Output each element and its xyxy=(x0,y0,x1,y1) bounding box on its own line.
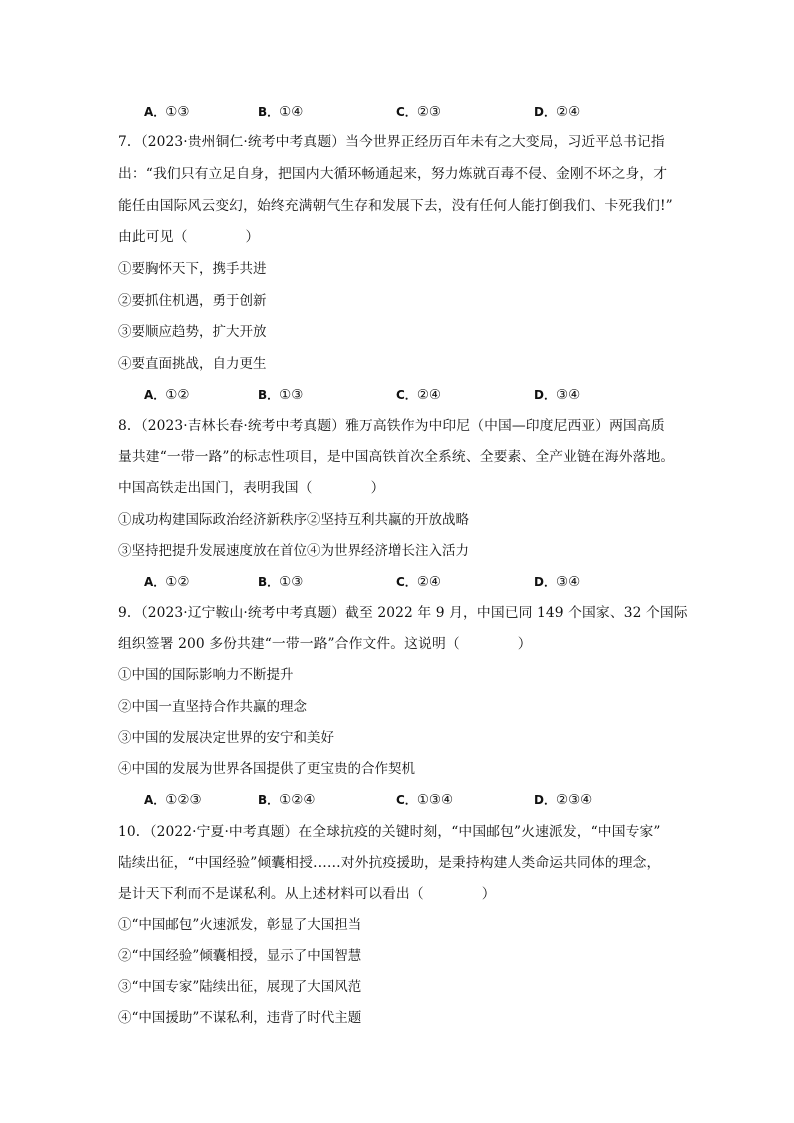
q10-item-1: ①“中国邮包”火速派发，彰显了大国担当 xyxy=(118,917,362,933)
q9-item-4: ④中国的发展为世界各国提供了更宝贵的合作契机 xyxy=(118,761,415,777)
q7-option-c[interactable]: C．②④ xyxy=(396,387,442,403)
q9-stem-line-2: 组织签署 200 多份共建“一带一路”合作文件。这说明（ ） xyxy=(118,636,532,652)
q7-stem-line-2: 出：“我们只有立足自身，把国内大循环畅通起来，努力炼就百毒不侵、金刚不坏之身，才 xyxy=(118,166,668,182)
q9-option-d[interactable]: D．②③④ xyxy=(534,792,593,808)
q7-options xyxy=(118,385,678,405)
q9-item-1: ①中国的国际影响力不断提升 xyxy=(118,667,294,683)
q10-stem-line-1: 10．（2022·宁夏·中考真题）在全球抗疫的关键时刻，“中国邮包”火速派发，“中国专家” xyxy=(118,824,661,840)
q6-option-c[interactable]: C．②③ xyxy=(396,104,442,120)
q9-item-2: ②中国一直坚持合作共赢的理念 xyxy=(118,699,307,715)
q7-item-2: ②要抓住机遇，勇于创新 xyxy=(118,293,267,309)
q7-option-a[interactable]: A．①② xyxy=(144,387,190,403)
q8-option-c[interactable]: C．②④ xyxy=(396,574,442,590)
q7-item-1: ①要胸怀天下，携手共进 xyxy=(118,261,267,277)
q8-item-2: ③坚持把提升发展速度放在首位④为世界经济增长注入活力 xyxy=(118,543,469,559)
q6-option-d[interactable]: D．②④ xyxy=(534,104,581,120)
q10-item-3: ③“中国专家”陆续出征，展现了大国风范 xyxy=(118,979,362,995)
q7-option-b[interactable]: B．①③ xyxy=(258,387,304,403)
q8-item-1: ①成功构建国际政治经济新秩序②坚持互利共赢的开放战略 xyxy=(118,512,469,528)
q8-stem-line-2: 量共建“一带一路”的标志性项目，是中国高铁首次全系统、全要素、全产业链在海外落地。 xyxy=(118,449,675,465)
q6-options xyxy=(118,102,678,122)
q8-option-a[interactable]: A．①② xyxy=(144,574,190,590)
q6-option-a[interactable]: A．①③ xyxy=(144,104,190,120)
q8-stem-line-3: 中国高铁走出国门，表明我国（ ） xyxy=(118,480,385,496)
q10-item-2: ②“中国经验”倾囊相授，显示了中国智慧 xyxy=(118,948,362,964)
q9-item-3: ③中国的发展决定世界的安宁和美好 xyxy=(118,730,334,746)
q9-option-c[interactable]: C．①③④ xyxy=(396,792,454,808)
q7-item-4: ④要直面挑战，自力更生 xyxy=(118,356,267,372)
q7-stem-line-1: 7．（2023·贵州铜仁·统考中考真题）当今世界正经历百年未有之大变局，习近平总书记指 xyxy=(118,134,665,150)
q9-option-b[interactable]: B．①②④ xyxy=(258,792,316,808)
q7-stem-line-3: 能任由国际风云变幻，始终充满朝气生存和发展下去，没有任何人能打倒我们、卡死我们!” xyxy=(118,198,673,214)
q6-option-b[interactable]: B．①④ xyxy=(258,104,304,120)
q8-option-d[interactable]: D．③④ xyxy=(534,574,581,590)
q9-stem-line-1: 9．（2023·辽宁鞍山·统考中考真题）截至 2022 年 9 月，中国已同 149 个国家、32 个国际 xyxy=(118,605,688,621)
q10-stem-line-3: 是计天下利而不是谋私利。从上述材料可以看出（ ） xyxy=(118,886,496,902)
q7-option-d[interactable]: D．③④ xyxy=(534,387,581,403)
q7-item-3: ③要顺应趋势，扩大开放 xyxy=(118,324,267,340)
q7-stem-line-4: 由此可见（ ） xyxy=(118,229,260,245)
q10-stem-line-2: 陆续出征，“中国经验”倾囊相授……对外抗疫援助，是秉持构建人类命运共同体的理念， xyxy=(118,855,661,871)
q9-option-a[interactable]: A．①②③ xyxy=(144,792,202,808)
q8-options xyxy=(118,572,678,592)
q10-item-4: ④“中国援助”不谋私利，违背了时代主题 xyxy=(118,1010,362,1026)
q9-options xyxy=(118,790,678,810)
q8-option-b[interactable]: B．①③ xyxy=(258,574,304,590)
q8-stem-line-1: 8．（2023·吉林长春·统考中考真题）雅万高铁作为中印尼（中国—印度尼西亚）两国高质 xyxy=(118,418,665,434)
